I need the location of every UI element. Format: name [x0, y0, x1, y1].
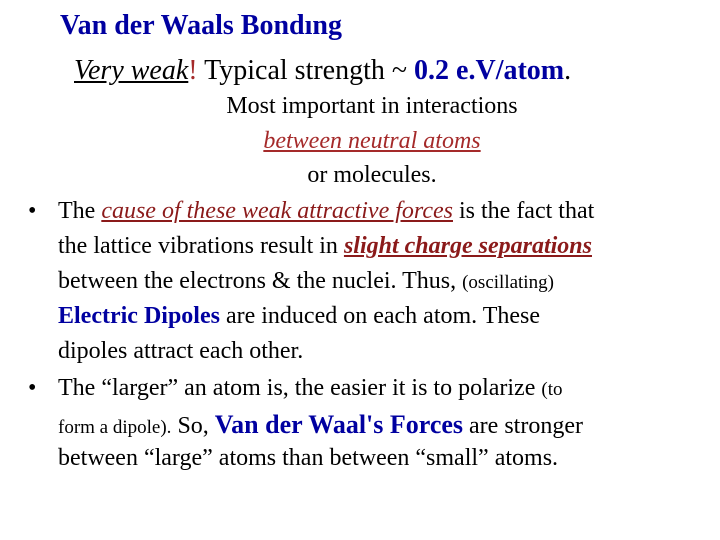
bullet-1-line-5: dipoles attract each other.	[58, 338, 304, 364]
strength-end: .	[564, 55, 572, 86]
bullet-2-marker: •	[28, 375, 37, 401]
bullet-1-line-3	[58, 268, 554, 295]
bullet-1-text: between the electrons & the nuclei. Thus,	[58, 268, 463, 294]
bullet-1-marker: •	[28, 198, 37, 224]
bullet-2-small-text: (to	[541, 379, 563, 400]
bullet-2-text: The “larger” an atom is, the easier it is to polarize	[58, 375, 542, 401]
bullet-2-line-1	[58, 375, 562, 402]
intro-line-2	[12, 128, 720, 155]
neutral-atoms-text: between neutral atoms	[263, 128, 481, 154]
strength-line	[74, 55, 571, 87]
bullet-1-text: The	[58, 198, 102, 224]
bullet-2-line-3: between “large” atoms than between “small” atoms.	[58, 445, 559, 471]
bullet-2-text: So,	[171, 413, 215, 439]
very-weak-text: Very weak	[74, 55, 189, 86]
slide-title: Van der Waals Bondıng	[60, 10, 342, 41]
oscillating-text: (oscillating)	[462, 272, 554, 293]
bullet-1-text: is the fact that	[452, 198, 595, 224]
bullet-1-line-2	[58, 233, 592, 260]
vdw-forces-text: Van der Waal's Forces	[214, 410, 464, 439]
cause-text: cause of these weak attractive forces	[101, 198, 453, 224]
electric-dipoles-text: Electric Dipoles	[58, 303, 220, 329]
exclamation-text: !	[188, 55, 198, 86]
strength-value: 0.2 e.V/atom	[414, 55, 565, 86]
bullet-1-line-4	[58, 303, 540, 330]
bullet-1-text: are induced on each atom. These	[219, 303, 541, 329]
intro-line-1: Most important in interactions	[226, 93, 518, 119]
bullet-1-text: the lattice vibrations result in	[58, 233, 344, 259]
intro-line-3: or molecules.	[307, 162, 437, 188]
bullet-2-small-text: form a dipole).	[58, 417, 172, 438]
bullet-2-line-2	[58, 410, 583, 440]
charge-separation-text: slight charge separations	[343, 233, 592, 259]
strength-label: Typical strength ~	[197, 55, 415, 86]
bullet-2-text: are stronger	[463, 413, 583, 439]
bullet-1-line-1	[58, 198, 594, 225]
